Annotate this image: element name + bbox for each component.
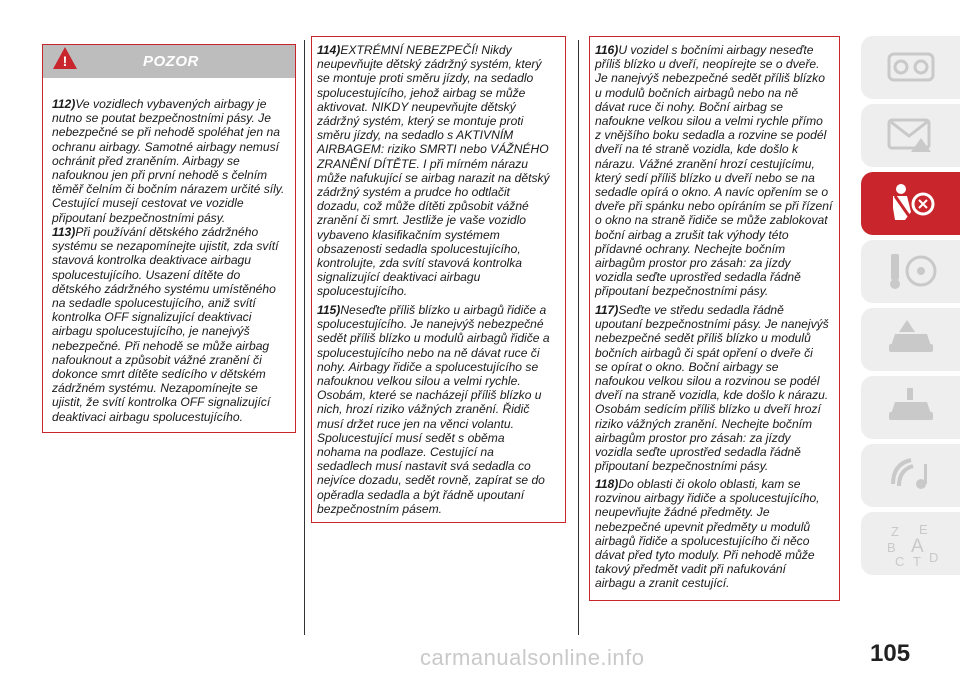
warning-item-115: 115)Neseďte příliš blízko u airbagů řidiče a spolucestujícího. Je nanejvýš nebezpečné sedět příliš blízko u modulů airbagů řidiče a spolucestujícího nebo na ně dávat ruce či nohy. Airbagy řidiče a spolucestujícího se nafouknou velkou silou a velmi rychle. Osobám, které se nacházejí příliš blízko u nich, hrozí riziko vážných zranění. Řidič musí držet ruce jen na věnci volantu. Spolucestující musí sedět s oběma nohama na podlaze. Cestující na sedadlech musí nastavit svá sedadla co nejvíce dozadu, sedět rovně, zapírat se do opěradla sedadla a být řádně upoutaní bezpečnostním pásem. [317,303,550,516]
car-service-icon [885,386,937,428]
tab-emergency[interactable] [861,308,960,371]
warning-light-icon [885,114,937,156]
exclamation-icon: ! [62,53,68,69]
warning-item-117: 117)Seďte ve středu sedadla řádně upoutaní bezpečnostními pásy. Je nanejvýš nebezpečné sedět příliš blízko u modulů bočních airbagů či spát opření o dveře či se opírat o okno. Boční airbagy se nafoukou velkou silou a rozvinou se podél dveří na straně vozidla, kde došlo k nárazu. Osobám sedícím příliš blízko u dveří hrozí riziko vážných zranění. Nechejte bočním airbagům prostor pro zásah: za jízdy vozidla seďte uprostřed sedadla řádně připoutaní bezpečnostními pásy. [595,303,829,474]
index-letter: A [911,536,924,557]
tab-warning-lights[interactable] [861,104,960,167]
key-start-icon [885,250,937,292]
warning-item-114: 114)EXTRÉMNÍ NEBEZPEČÍ! Nikdy neupevňujte dětský zádržný systém, který se montuje proti směru jízdy, na sedadlo spolucestujícího, jehož airbag se může aktivovat. NIKDY neupevňujte dětský zádržný systém, který se montuje proti směru jízdy, na sedadlo s AKTIVNÍM AIRBAGEM: riziko SMRTI nebo VÁŽNÉHO ZRANĚNÍ DÍTĚTE. I při mírném nárazu může nafukující se airbag narazit na dětský zádržný systém a prudce ho odtlačit dozadu, což může dítěti způsobit vážné zranění či smrt. Jestliže je vaše vozidlo vybaveno klasifikačním systémem obsazenosti sedadla spolucestujícího, kontrolujte, zda svítí stavová kontrolka signalizující deaktivaci airbagu spolucestujícího. [317,43,550,299]
multimedia-icon [885,454,937,496]
right-warning-box [589,36,840,601]
index-letter: C [895,554,905,568]
warning-item-113: 113)Při používání dětského zádržného systému se nezapomínejte ujistit, zda svítí stavová kontrolka deaktivace airbagu spolucestujícího. Usazení dítěte do dětského zádržného systému umístěného na sedadle spolucestujícího, aniž svítí kontrolka OFF signalizující deaktivaci airbagu spolucestujícího, je nanejvýš nebezpečné. Při nehodě se může airbag nafouknout a způsobit vážné zranění či dokonce smrt dítěte sedícího v dětském zádržném systému. Nezapomínejte se ujistit, že svítí kontrolka OFF signalizující deaktivaci airbagu spolucestujícího. [52,225,279,424]
warning-box [42,44,296,433]
seatbelt-airbag-icon [885,182,937,224]
warning-item-112: 112)Ve vozidlech vybavených airbagy je nutno se poutat bezpečnostními pásy. Je nebezpečné se při nehodě spoléhat jen na ochranu airbagy. Samotné airbagy nemusí ochránit před zraněním. Airbagy se nafouknou jen při první nehodě s čelním těměř čelním či bočním nárazem určité síly. Cestující musejí cestovat ve vozidle připoutaní bezpečnostními pásy. [52,97,285,225]
index-letter: T [913,554,921,568]
index-icon [885,522,945,568]
index-letter: E [919,522,928,537]
tab-service[interactable] [861,376,960,439]
middle-warning-box [311,36,566,523]
tab-starting[interactable] [861,240,960,303]
tab-dashboard[interactable] [861,36,960,99]
tab-index[interactable] [861,512,960,575]
car-emergency-icon [885,318,937,360]
warning-title: POZOR [143,53,199,70]
tab-multimedia[interactable] [861,444,960,507]
car-dashboard-icon [885,46,937,88]
index-letter: B [887,540,896,555]
watermark: carmanualsonline.info [420,645,645,670]
page-number: 105 [870,640,911,667]
column-divider-2 [578,40,579,635]
tab-safety[interactable] [861,172,960,235]
warning-header [43,45,295,78]
index-letter: Z [891,524,899,539]
column-divider [304,40,305,635]
warning-item-118: 118)Do oblasti či okolo oblasti, kam se rozvinou airbagy řidiče a spolucestujícího, neupevňujte žádné předměty. Je nebezpečné upevnit předměty u modulů airbagů řidiče a spolucestujícího či něco dávat před tyto moduly. Při nehodě může takový předmět vadit při nafukování airbagu a zranit cestující. [595,477,820,591]
warning-item-116: 116)U vozidel s bočními airbagy neseďte příliš blízko u dveří, neopírejte se o dveře. Je nanejvýš nebezpečné sedět příliš blízko u modulů bočních airbagů nebo na ně dávat ruce či nohy. Boční airbag se nafoukne velkou silou a velmi rychle přímo z vnějšího boku sedadla a rozvine se podél dveří na té straně vozidla, kde došlo k nárazu. Vážné zranění hrozí cestujícímu, který sedí příliš blízko u dveří nebo se na sedadle opírá o okno. A navíc opřením se o dveře při spánku nebo opíráním se při řízení o okno na straně řidiče se může zablokovat boční airbag a zrušit tak výhody této přídavné ochrany. Nechejte bočním airbagům prostor pro zásah: za jízdy vozidla seďte uprostřed sedadla řádně připoutaní bezpečnostními pásy. [595,43,833,299]
index-letter: D [929,550,939,565]
